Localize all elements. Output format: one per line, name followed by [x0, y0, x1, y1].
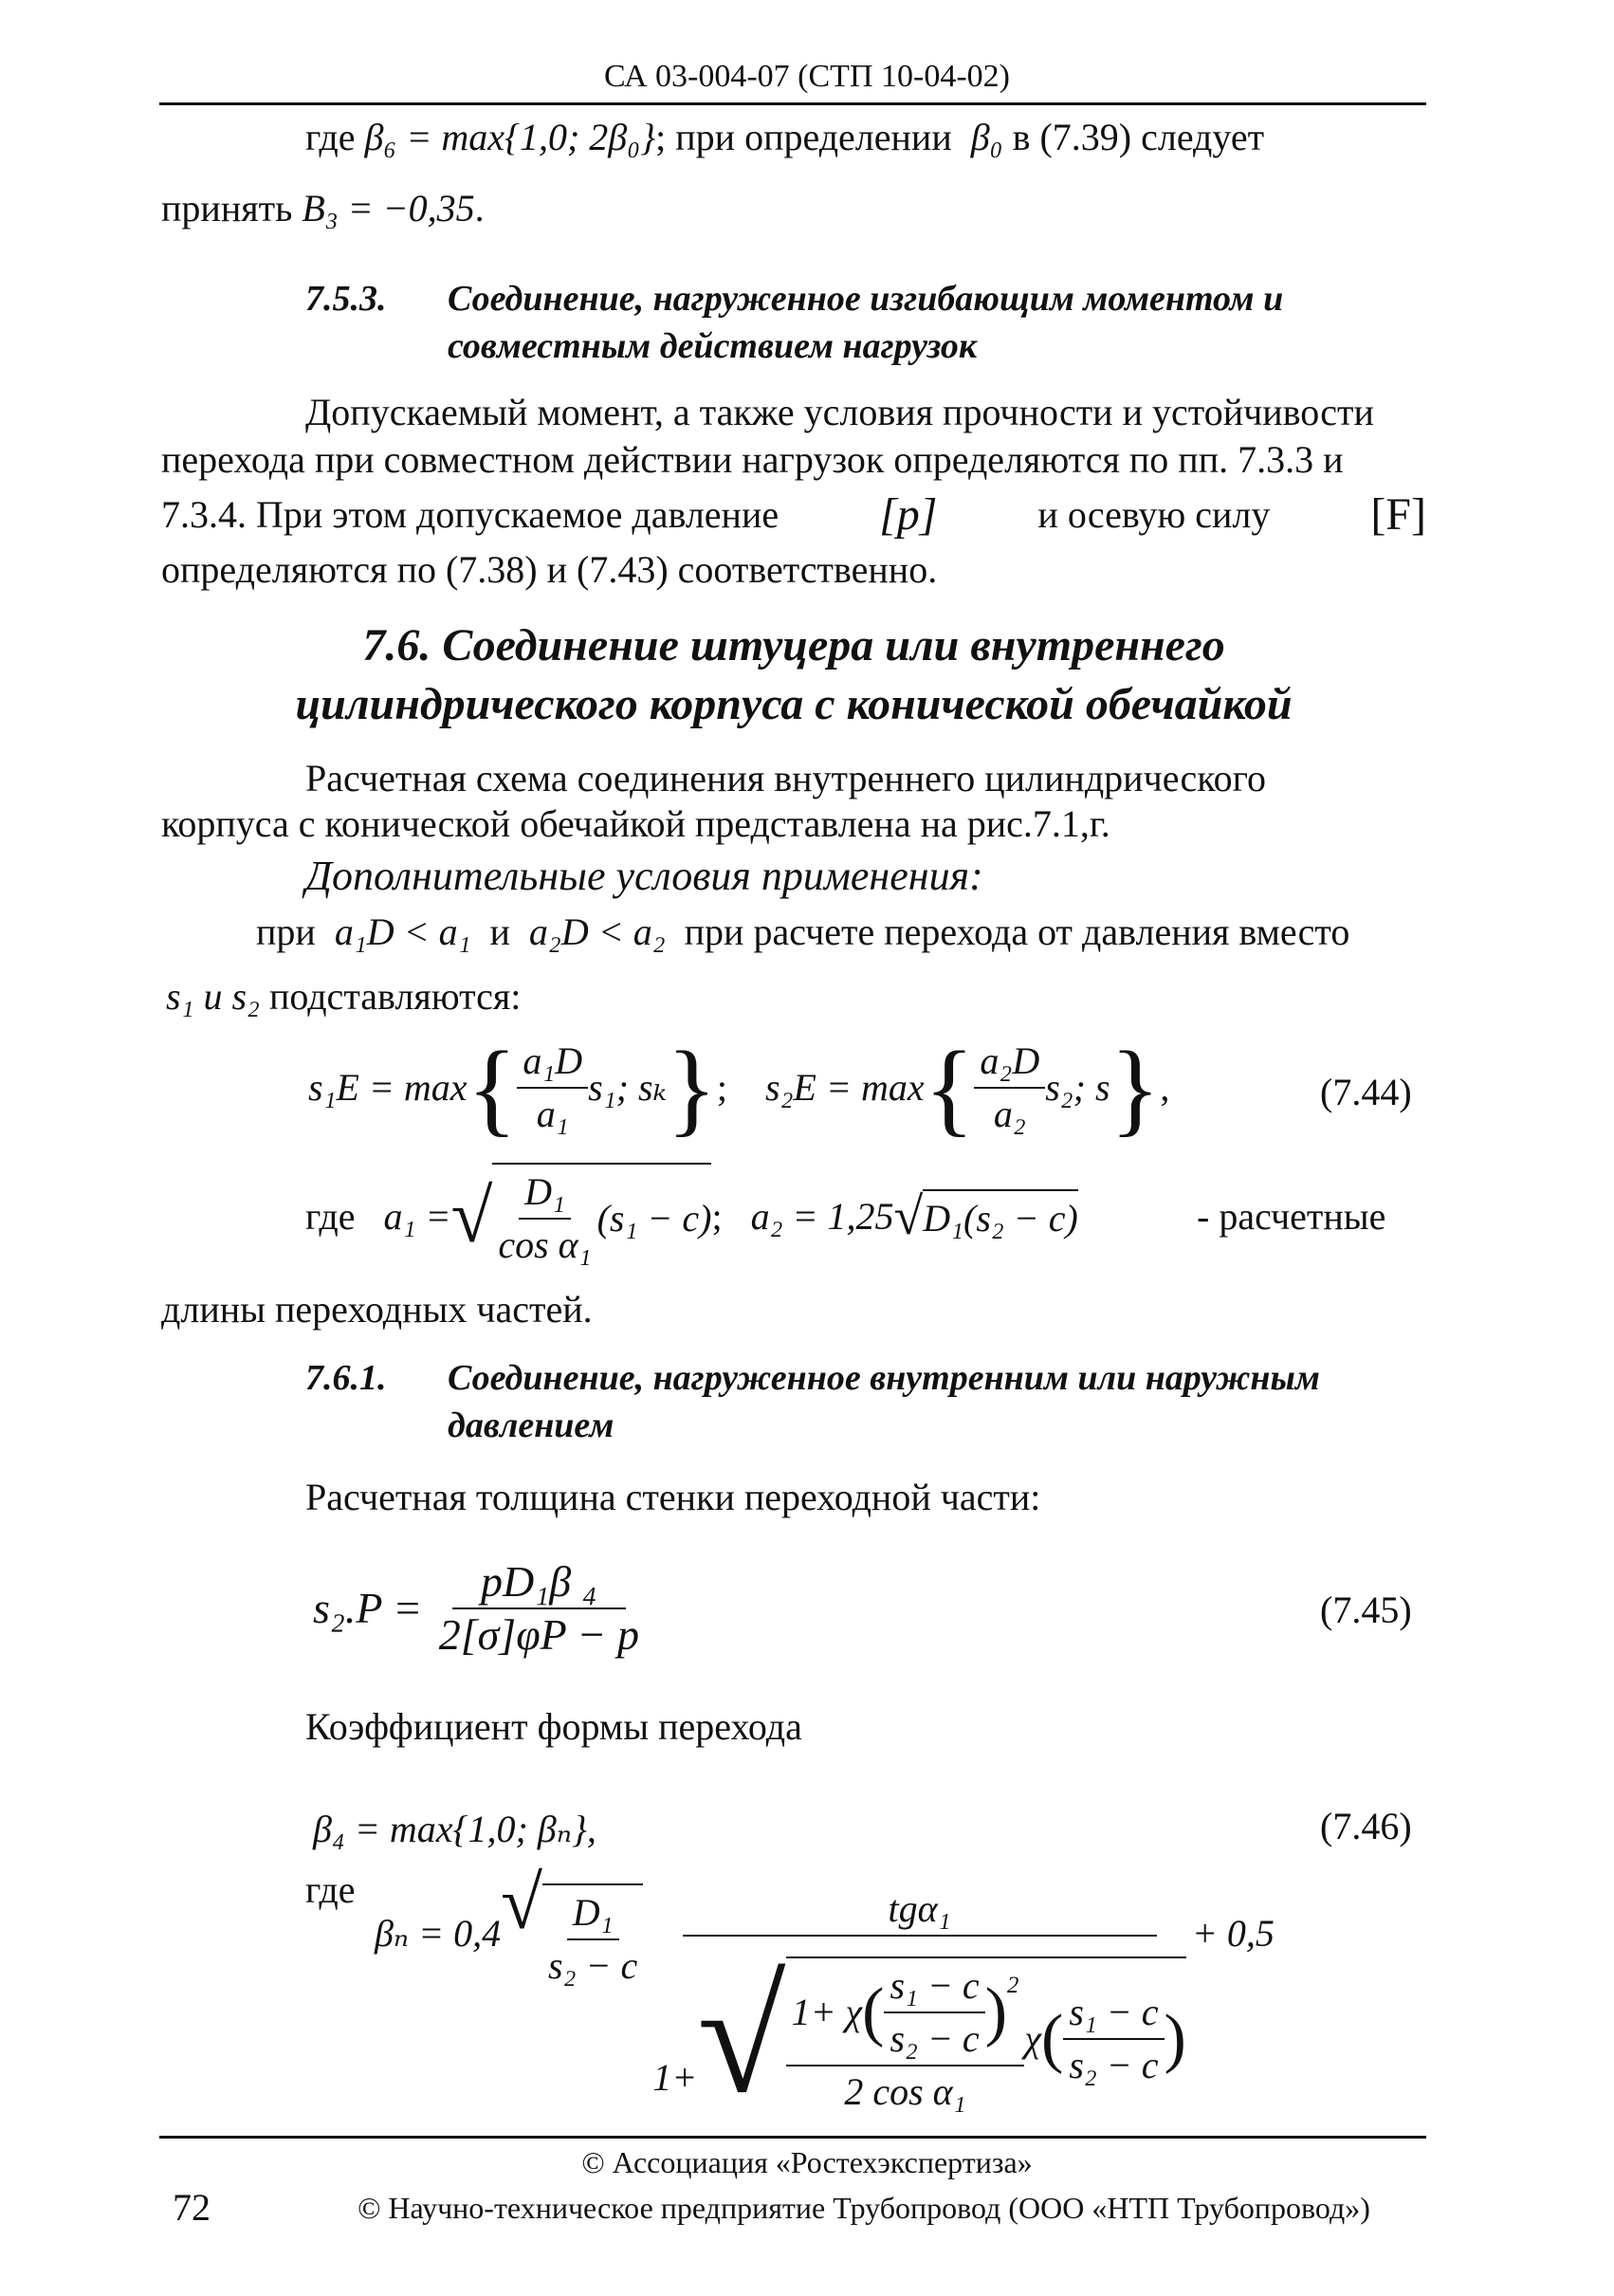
beta0-symbol: β₀ — [970, 116, 1003, 158]
eq745-denominator: 2[σ]φP − p — [438, 1610, 639, 1659]
eq745-numerator: pD₁β ₄ — [452, 1556, 626, 1609]
s1e-lhs: s₁E = max — [308, 1066, 468, 1109]
equation-number-7-46: (7.46) — [1320, 1805, 1412, 1847]
header-rule — [159, 102, 1426, 105]
a2d-over-a2-fraction — [974, 1036, 1045, 1140]
s2-s-tail: s₂; s — [1045, 1066, 1110, 1109]
betan-plus-half: + 0,5 — [1191, 1912, 1275, 1955]
a1-lhs: a₁ = — [383, 1195, 451, 1238]
s753-line3-a: 7.3.4. При этом допускаемое давление — [161, 493, 779, 536]
subsection-7-6-1-title-1: Соединение, нагруженное внутренним или наружным — [448, 1358, 1320, 1398]
footer-copyright-2: © Научно-техническое предприятие Трубопровод (ООО «НТП Трубопровод») — [358, 2191, 1370, 2225]
beta6-mid-text: ; при определении — [655, 116, 952, 158]
cos-alpha1-denominator: cos α₁ — [498, 1223, 592, 1266]
s753-para-line3 — [161, 489, 1426, 541]
equation-7-44: s₁E = max { $\frac{\text{a₁D}}{\text{a₁}}$ s₁; sₖ } ; s₂E = max { $\frac{\text{a₂D}}{\text{a₂}}$ s₂; s } , — [308, 1030, 1170, 1146]
b3-period: . — [474, 187, 485, 230]
beta6-line — [305, 112, 1264, 163]
cond-at-word: при — [256, 910, 316, 953]
ratio2-num: s₁ − c — [1063, 1987, 1164, 2040]
s753-para-line4: определяются по (7.38) и (7.43) соответственно. — [161, 548, 938, 591]
cond-a2-inequality: a₂D < a₂ — [528, 910, 666, 953]
axial-force-symbol: [F] — [1370, 489, 1426, 540]
cond-substitute-text: подставляются: — [268, 975, 522, 1018]
allowed-pressure-symbol: [p] — [879, 489, 938, 540]
section-7-6-title-2: цилиндрического корпуса с конической обечайкой — [295, 679, 1293, 729]
conditions-line2 — [166, 971, 521, 1022]
b3-formula: B₃ = −0,35 — [302, 187, 475, 230]
eq745-fraction — [433, 1556, 645, 1661]
equation-7-46: β₄ = max{1,0; βₙ}, — [313, 1808, 596, 1850]
subsection-7-6-1-title-2: давлением — [448, 1405, 614, 1445]
running-header: СА 03-004-07 (СТП 10-04-02) — [604, 59, 1010, 94]
accept-word: принять — [161, 187, 293, 230]
beta6-formula: β₆ = max{1,0; 2β₀} — [364, 116, 656, 158]
d1-numerator: D₁ — [519, 1166, 571, 1220]
a2-lhs: a₂ = 1,25 — [750, 1195, 894, 1238]
s76-para-line2: корпуса с конической обечайкой представлена на рис.7.1,г. — [161, 802, 1110, 845]
s2e-lhs: s₂E = max — [765, 1066, 925, 1109]
shape-coefficient-text: Коэффициент формы перехода — [305, 1705, 802, 1748]
betan-ratio-2 — [1063, 1987, 1164, 2091]
s753-line3-b: и осевую силу — [1037, 493, 1271, 536]
subsection-7-5-3-number: 7.5.3. — [305, 279, 387, 319]
betan-inner-fraction: 1+ χ ( $\frac{\text{s₁ − c}}{\text{s₂ − c}}$ ) $^2$ 2 cos α₁ — [786, 1960, 1025, 2118]
additional-conditions-heading: Дополнительные условия применения: — [305, 853, 983, 899]
subsection-7-6-1-number: 7.6.1. — [305, 1358, 387, 1398]
a1d-over-a1-fraction — [517, 1036, 588, 1140]
subsection-7-5-3-title-1: Соединение, нагруженное изгибающим моментом и — [448, 279, 1284, 319]
a2-radicand: D₁(s₂ − c) — [923, 1189, 1078, 1244]
a1-a2-definition-line: где a₁ = √ $\frac{\text{D₁}}{\text{cos α₁}}$ (s₁ − c) ; a₂ = 1,25 √ D₁(s₂ − c) — [305, 1165, 1078, 1269]
transition-lengths-text: длины переходных частей. — [161, 1288, 593, 1331]
betan-one-plus: 1+ — [652, 2056, 698, 2099]
subsection-7-5-3-title-2: совместным действием нагрузок — [448, 326, 978, 366]
betan-big-fraction — [652, 1883, 1186, 2132]
b3-line — [161, 183, 485, 234]
betan-sqrt-fraction — [542, 1887, 643, 1992]
betan-chi: χ — [1024, 2017, 1042, 2060]
where-word-2: где — [305, 1195, 356, 1238]
section-7-6-title-1: 7.6. Соединение штуцера или внутреннего — [362, 620, 1225, 670]
cond-suffix-text: при расчете перехода от давления вместо — [684, 910, 1350, 953]
footer-copyright-1: © Ассоциация «Ростехэкспертиза» — [581, 2145, 1033, 2179]
ratio1-den: s₂ − c — [890, 2017, 980, 2060]
conditions-line1 — [256, 907, 1349, 958]
s753-para-line2: перехода при совместном действии нагрузок определяются по пп. 7.3.3 и — [161, 438, 1344, 481]
wall-thickness-text: Расчетная толщина стенки переходной части: — [305, 1476, 1041, 1518]
equation-number-7-45: (7.45) — [1320, 1589, 1412, 1631]
footer-rule — [159, 2136, 1426, 2139]
betan-s2-minus-c: s₂ − c — [548, 1944, 638, 1987]
lengths-suffix: - расчетные — [1197, 1195, 1386, 1238]
s1-minus-c: (s₁ − c) — [596, 1197, 712, 1240]
s1-sk-tail: s₁; sₖ — [588, 1066, 668, 1109]
a2-denominator: a₂ — [993, 1093, 1026, 1135]
square-exponent: 2 — [1007, 1973, 1019, 1998]
a1d-numerator: a₁D — [517, 1036, 588, 1089]
s76-para-line1 — [305, 753, 1426, 804]
ratio2-den: s₂ − c — [1069, 2044, 1159, 2086]
beta6-suffix-text: в (7.39) следует — [1012, 116, 1265, 158]
cond-s1-s2: s₁ и s₂ — [166, 975, 260, 1018]
betan-one-plus-chi: 1+ χ — [791, 1991, 863, 2033]
ratio1-num: s₁ − c — [884, 1960, 984, 2013]
s753-para-line1: Допускаемый момент, а также условия прочности и устойчивости — [305, 391, 1374, 433]
betan-2cos-alpha: 2 cos α₁ — [844, 2070, 966, 2113]
cond-and-word: и — [489, 910, 510, 953]
s76-para-line1-text: Расчетная схема соединения внутреннего цилиндрического — [305, 757, 1267, 799]
s2p-lhs: s₂.P = — [313, 1584, 423, 1632]
where-word: где — [305, 116, 356, 158]
betan-lhs: βₙ = 0,4 — [375, 1912, 502, 1955]
betan-tg-alpha: tgα₁ — [683, 1883, 1157, 1937]
a2d-numerator: a₂D — [974, 1036, 1045, 1089]
d1-over-cos-fraction — [492, 1166, 596, 1271]
cond-a1-inequality: a₁D < a₁ — [334, 910, 471, 953]
a1-denominator: a₁ — [536, 1093, 569, 1135]
where-word-3: где — [305, 1868, 356, 1911]
page-number: 72 — [173, 2186, 211, 2229]
equation-7-45 — [313, 1542, 645, 1675]
equation-number-7-44: (7.44) — [1320, 1071, 1412, 1113]
betan-d1: D₁ — [567, 1887, 619, 1940]
betan-ratio-1 — [884, 1960, 984, 2065]
betan-big-denominator: 1+ √ 1+ χ ( $\frac{\text{s₁ − c}}{\text{s₂ − c}}$ ) $^2$ 2 cos α₁ χ ( $\frac{\text{s₁ − c}}{\text{s₂ − c}}$ ) — [652, 1948, 1186, 2126]
betan-formula: βₙ = 0,4 √ $\frac{\text{D₁}}{\text{s₂ − c}}$ tgα₁ 1+ √ 1+ χ ( $\frac{\text{s₁ − c}}{\text{s₂ − c}}$ ) $^2$ 2 cos α₁ χ ( $\frac{\text{s₁ − c}}{\text{s₂ − c}}$ ) + 0,5 — [375, 1883, 1275, 2132]
